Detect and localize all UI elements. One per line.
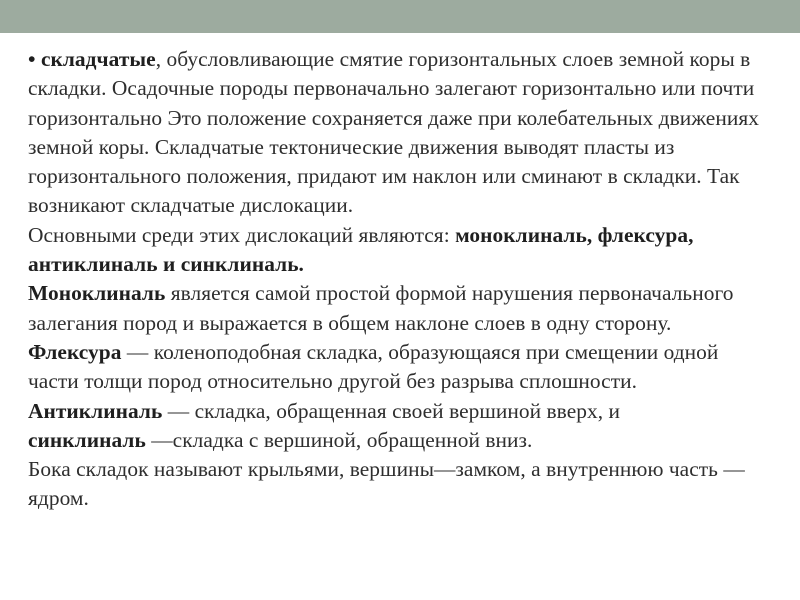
term-fleksura: Флексура [28, 339, 122, 364]
paragraph-flexure [28, 338, 768, 397]
slide-body [28, 45, 768, 514]
paragraph-main-dislocations [28, 221, 768, 280]
paragraph-folded-movements [28, 45, 768, 221]
term-sinklinal: синклиналь [28, 427, 146, 452]
paragraph-monocline [28, 279, 768, 338]
paragraph-text: является самой простой формой нарушения первоначального залегания пород и выражается в общем наклоне слоев в одну сторону. [28, 281, 734, 335]
paragraph-fold-parts [28, 455, 768, 514]
bullet: • [28, 47, 41, 71]
paragraph-text: Основными среди этих дислокаций являются: [28, 222, 456, 247]
slide-header-bar [0, 0, 800, 33]
paragraph-syncline [28, 426, 768, 455]
term-skladchatye: складчатые [40, 47, 156, 71]
paragraph-text: — складка, обращенная своей вершиной вверх, и [162, 398, 621, 423]
paragraph-text: — коленоподобная складка, образующаяся при смещении одной части толщи пород относительно другой без разрыва сплошности. [28, 339, 719, 394]
paragraph-text: —складка с вершиной, обращенной вниз. [145, 427, 533, 452]
term-antiklinal: Антиклиналь [28, 398, 163, 423]
paragraph-anticline [28, 397, 768, 426]
paragraph-text: Бока складок называют крыльями, вершины—замком, а внутреннюю часть —ядром. [28, 457, 745, 511]
paragraph-text: , обусловливающие смятие горизонтальных слоев земной коры в складки. Осадочные породы первоначально залегают горизонтально или почти горизонтально Это положение сохраняется даже при колебательных движениях земной коры. Складчатые тектонические движения выводят пласты из горизонтального положения, придают им наклон или сминают в складки. Так возникают складчатые дислокации. [28, 47, 759, 218]
term-monoclinal: Моноклиналь [28, 281, 166, 306]
terms-list: моноклиналь, флексура, антиклиналь и синклиналь. [28, 222, 694, 277]
